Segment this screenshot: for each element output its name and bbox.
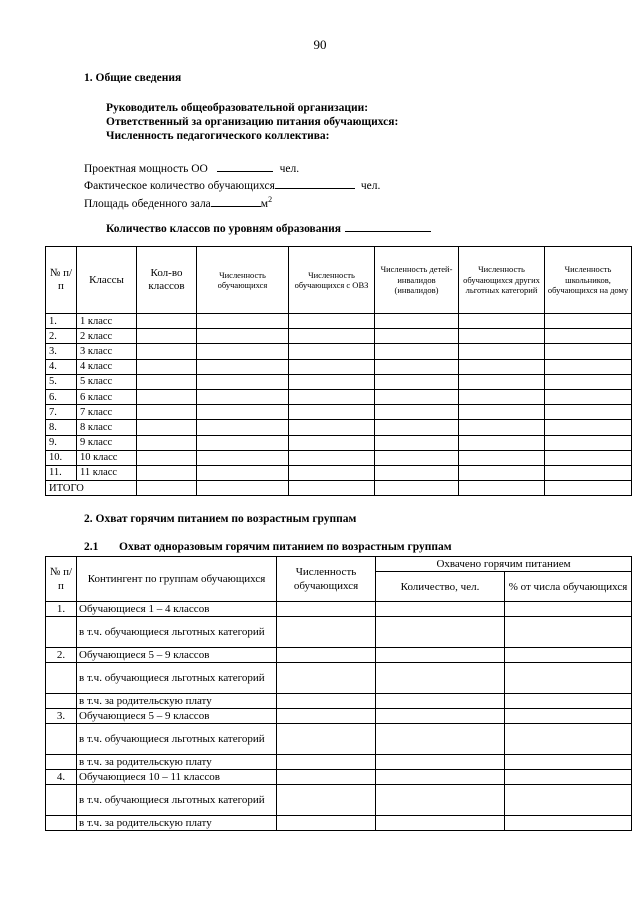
coverage-row-label: Обучающиеся 5 – 9 классов (77, 648, 277, 663)
coverage-header-num: № п/п (46, 557, 77, 602)
coverage-row-num (46, 755, 77, 770)
area-unit: м (260, 197, 269, 210)
class-row-value-cell[interactable] (289, 405, 375, 420)
class-row-value-cell[interactable] (197, 329, 289, 344)
area-line (84, 193, 380, 211)
class-row-num: 6. (46, 389, 77, 404)
coverage-header-qty: Количество, чел. (376, 572, 505, 602)
class-row-name: 9 класс (77, 435, 137, 450)
capacity-line (84, 160, 380, 177)
class-row-value-cell[interactable] (197, 389, 289, 404)
class-row-num: 1. (46, 314, 77, 329)
actual-field[interactable] (275, 177, 355, 189)
coverage-row-num: 4. (46, 770, 77, 785)
coverage-pct-cell[interactable] (505, 724, 632, 755)
class-row-value-cell[interactable] (197, 420, 289, 435)
class-row-value-cell[interactable] (459, 389, 545, 404)
total-value-cell[interactable] (289, 481, 375, 496)
class-row-name: 2 класс (77, 329, 137, 344)
class-row-value-cell[interactable] (545, 420, 632, 435)
classes-table-header (46, 247, 632, 314)
coverage-row-label: в т.ч. обучающиеся льготных категорий (77, 663, 277, 694)
class-row-value-cell[interactable] (545, 374, 632, 389)
class-row-num: 4. (46, 359, 77, 374)
class-row-value-cell[interactable] (375, 314, 459, 329)
class-row-value-cell[interactable] (459, 450, 545, 465)
class-row-value-cell[interactable] (545, 314, 632, 329)
class-row-value-cell[interactable] (289, 435, 375, 450)
coverage-row-num (46, 694, 77, 709)
class-row-name: 5 класс (77, 374, 137, 389)
coverage-count-cell[interactable] (277, 755, 376, 770)
class-row-value-cell[interactable] (197, 374, 289, 389)
coverage-row (46, 617, 632, 648)
coverage-qty-cell[interactable] (376, 755, 505, 770)
total-value-cell[interactable] (197, 481, 289, 496)
actual-label: Фактическое количество обучающихся (84, 179, 275, 192)
coverage-pct-cell[interactable] (505, 648, 632, 663)
class-row-name: 1 класс (77, 314, 137, 329)
class-row-value-cell[interactable] (459, 374, 545, 389)
class-row-value-cell[interactable] (375, 359, 459, 374)
class-row-num: 2. (46, 329, 77, 344)
class-row-value-cell[interactable] (197, 314, 289, 329)
area-label: Площадь обеденного зала (84, 197, 211, 210)
coverage-pct-cell[interactable] (505, 755, 632, 770)
section2-1-heading: Охват одноразовым горячим питанием по возрастным группам (119, 541, 452, 553)
class-row-value-cell[interactable] (197, 405, 289, 420)
coverage-qty-cell[interactable] (376, 648, 505, 663)
class-row-num: 5. (46, 374, 77, 389)
coverage-qty-cell[interactable] (376, 617, 505, 648)
header-benefit: Численность обучающихся других льготных категорий (459, 247, 545, 314)
header-num: № п/п (46, 247, 77, 314)
header-classes: Классы (77, 247, 137, 314)
coverage-qty-cell[interactable] (376, 816, 505, 831)
class-row-value-cell[interactable] (375, 435, 459, 450)
class-row-num: 10. (46, 450, 77, 465)
coverage-row (46, 816, 632, 831)
coverage-count-cell[interactable] (277, 694, 376, 709)
coverage-row-label: Обучающиеся 1 – 4 классов (77, 602, 277, 617)
class-row (46, 389, 632, 404)
coverage-pct-cell[interactable] (505, 663, 632, 694)
header-home: Численность школьников, обучающихся на дому (545, 247, 632, 314)
coverage-row-num (46, 663, 77, 694)
class-row-name: 10 класс (77, 450, 137, 465)
class-row-value-cell[interactable] (137, 450, 197, 465)
total-row (46, 481, 632, 496)
class-row-value-cell[interactable] (197, 435, 289, 450)
section2-heading: 2. Охват горячим питанием по возрастным группам (84, 513, 357, 525)
class-row-value-cell[interactable] (289, 374, 375, 389)
coverage-count-cell[interactable] (277, 785, 376, 816)
coverage-row (46, 709, 632, 724)
class-row-value-cell[interactable] (545, 344, 632, 359)
coverage-header-pct: % от числа обучающихся (505, 572, 632, 602)
coverage-row (46, 648, 632, 663)
class-row-value-cell[interactable] (545, 405, 632, 420)
coverage-row-num (46, 816, 77, 831)
actual-unit: чел. (360, 179, 381, 192)
coverage-count-cell[interactable] (277, 648, 376, 663)
total-value-cell[interactable] (137, 481, 197, 496)
coverage-count-cell[interactable] (277, 816, 376, 831)
coverage-pct-cell[interactable] (505, 617, 632, 648)
coverage-header-covered: Охвачено горячим питанием (376, 557, 632, 572)
general-info-block (84, 160, 380, 211)
class-row-value-cell[interactable] (197, 359, 289, 374)
class-row-value-cell[interactable] (137, 435, 197, 450)
class-row-value-cell[interactable] (137, 329, 197, 344)
class-row-value-cell[interactable] (137, 389, 197, 404)
coverage-qty-cell[interactable] (376, 663, 505, 694)
class-row-value-cell[interactable] (197, 450, 289, 465)
class-row-value-cell[interactable] (289, 465, 375, 480)
coverage-qty-cell[interactable] (376, 694, 505, 709)
class-row-value-cell[interactable] (137, 405, 197, 420)
class-row-value-cell[interactable] (137, 314, 197, 329)
coverage-row (46, 694, 632, 709)
class-row-value-cell[interactable] (375, 329, 459, 344)
class-row-value-cell[interactable] (375, 450, 459, 465)
class-row-name: 8 класс (77, 420, 137, 435)
head-line-director: Руководитель общеобразовательной организации: (106, 102, 369, 114)
header-students: Численность обучающихся (197, 247, 289, 314)
classes-heading-field[interactable] (345, 220, 431, 232)
class-row (46, 450, 632, 465)
coverage-pct-cell[interactable] (505, 770, 632, 785)
coverage-qty-cell[interactable] (376, 785, 505, 816)
coverage-header-group: Контингент по группам обучающихся (77, 557, 277, 602)
class-row-value-cell[interactable] (375, 389, 459, 404)
coverage-row (46, 724, 632, 755)
classes-heading-text: Количество классов по уровням образования (106, 223, 341, 235)
total-value-cell[interactable] (375, 481, 459, 496)
coverage-count-cell[interactable] (277, 724, 376, 755)
class-row-name: 3 класс (77, 344, 137, 359)
capacity-field[interactable] (217, 160, 273, 172)
coverage-row-num (46, 617, 77, 648)
class-row (46, 314, 632, 329)
class-row-value-cell[interactable] (459, 420, 545, 435)
coverage-pct-cell[interactable] (505, 816, 632, 831)
class-row-value-cell[interactable] (375, 344, 459, 359)
coverage-pct-cell[interactable] (505, 709, 632, 724)
area-unit-sup: 2 (268, 195, 273, 204)
coverage-count-cell[interactable] (277, 617, 376, 648)
total-label: ИТОГО (46, 481, 137, 496)
coverage-table (45, 556, 632, 831)
head-line-staff: Численность педагогического коллектива: (106, 130, 330, 142)
coverage-row-label: в т.ч. за родительскую плату (77, 755, 277, 770)
class-row-value-cell[interactable] (459, 314, 545, 329)
coverage-row (46, 663, 632, 694)
class-row-value-cell[interactable] (459, 329, 545, 344)
class-row-value-cell[interactable] (289, 420, 375, 435)
class-row-value-cell[interactable] (375, 405, 459, 420)
coverage-row-label: в т.ч. за родительскую плату (77, 694, 277, 709)
class-row (46, 329, 632, 344)
class-row-value-cell[interactable] (137, 344, 197, 359)
total-value-cell[interactable] (459, 481, 545, 496)
coverage-header-row-1 (46, 557, 632, 572)
total-value-cell[interactable] (545, 481, 632, 496)
class-row (46, 420, 632, 435)
class-row-value-cell[interactable] (545, 389, 632, 404)
class-row-num: 9. (46, 435, 77, 450)
class-row-value-cell[interactable] (545, 329, 632, 344)
area-field[interactable] (211, 195, 261, 207)
coverage-qty-cell[interactable] (376, 770, 505, 785)
class-row-name: 6 класс (77, 389, 137, 404)
class-row-value-cell[interactable] (545, 435, 632, 450)
coverage-row (46, 602, 632, 617)
coverage-row (46, 785, 632, 816)
section2-1-num: 2.1 (84, 541, 99, 553)
class-row (46, 374, 632, 389)
class-row-value-cell[interactable] (375, 465, 459, 480)
class-row-value-cell[interactable] (289, 359, 375, 374)
class-row-value-cell[interactable] (545, 465, 632, 480)
class-row-value-cell[interactable] (289, 314, 375, 329)
coverage-row-num (46, 724, 77, 755)
class-row-value-cell[interactable] (459, 405, 545, 420)
class-row-value-cell[interactable] (137, 359, 197, 374)
class-row-num: 7. (46, 405, 77, 420)
coverage-row-num: 3. (46, 709, 77, 724)
coverage-header-count: Численность обучающихся (277, 557, 376, 602)
class-row-value-cell[interactable] (137, 420, 197, 435)
class-row-name: 11 класс (77, 465, 137, 480)
coverage-count-cell[interactable] (277, 770, 376, 785)
section1-heading: 1. Общие сведения (84, 72, 182, 84)
class-row-value-cell[interactable] (197, 344, 289, 359)
coverage-row (46, 770, 632, 785)
class-row-value-cell[interactable] (545, 450, 632, 465)
coverage-count-cell[interactable] (277, 602, 376, 617)
coverage-row-label: Обучающиеся 10 – 11 классов (77, 770, 277, 785)
coverage-qty-cell[interactable] (376, 709, 505, 724)
coverage-row-label: в т.ч. обучающиеся льготных категорий (77, 785, 277, 816)
coverage-row-num: 2. (46, 648, 77, 663)
header-class-count: Кол-во классов (137, 247, 197, 314)
coverage-qty-cell[interactable] (376, 602, 505, 617)
coverage-row-num: 1. (46, 602, 77, 617)
class-row-num: 3. (46, 344, 77, 359)
classes-heading (106, 220, 431, 235)
class-row-value-cell[interactable] (459, 435, 545, 450)
coverage-pct-cell[interactable] (505, 785, 632, 816)
class-row-value-cell[interactable] (375, 420, 459, 435)
class-row-value-cell[interactable] (459, 465, 545, 480)
actual-line (84, 177, 380, 194)
coverage-row (46, 755, 632, 770)
class-row-value-cell[interactable] (289, 389, 375, 404)
class-row (46, 405, 632, 420)
coverage-row-label: Обучающиеся 5 – 9 классов (77, 709, 277, 724)
page-number: 90 (313, 37, 327, 52)
coverage-row-label: в т.ч. за родительскую плату (77, 816, 277, 831)
coverage-pct-cell[interactable] (505, 694, 632, 709)
capacity-unit: чел. (279, 163, 300, 175)
head-line-responsible: Ответственный за организацию питания обучающихся: (106, 116, 399, 128)
header-disabled: Численность детей-инвалидов (инвалидов) (375, 247, 459, 314)
class-row-value-cell[interactable] (459, 344, 545, 359)
class-row-name: 4 класс (77, 359, 137, 374)
header-ovz: Численность обучающихся с ОВЗ (289, 247, 375, 314)
class-row-name: 7 класс (77, 405, 137, 420)
class-row-num: 8. (46, 420, 77, 435)
class-row (46, 359, 632, 374)
coverage-row-num (46, 785, 77, 816)
class-row-value-cell[interactable] (197, 465, 289, 480)
class-row-value-cell[interactable] (375, 374, 459, 389)
class-row (46, 465, 632, 480)
class-row-num: 11. (46, 465, 77, 480)
coverage-count-cell[interactable] (277, 709, 376, 724)
coverage-row-label: в т.ч. обучающиеся льготных категорий (77, 617, 277, 648)
capacity-label: Проектная мощность ОО (84, 163, 208, 175)
coverage-pct-cell[interactable] (505, 602, 632, 617)
coverage-row-label: в т.ч. обучающиеся льготных категорий (77, 724, 277, 755)
class-row (46, 435, 632, 450)
class-row (46, 344, 632, 359)
class-row-value-cell[interactable] (137, 465, 197, 480)
class-row-value-cell[interactable] (545, 359, 632, 374)
class-row-value-cell[interactable] (137, 374, 197, 389)
class-row-value-cell[interactable] (289, 344, 375, 359)
classes-table (45, 246, 632, 496)
coverage-qty-cell[interactable] (376, 724, 505, 755)
class-row-value-cell[interactable] (289, 450, 375, 465)
class-row-value-cell[interactable] (459, 359, 545, 374)
coverage-count-cell[interactable] (277, 663, 376, 694)
class-row-value-cell[interactable] (289, 329, 375, 344)
